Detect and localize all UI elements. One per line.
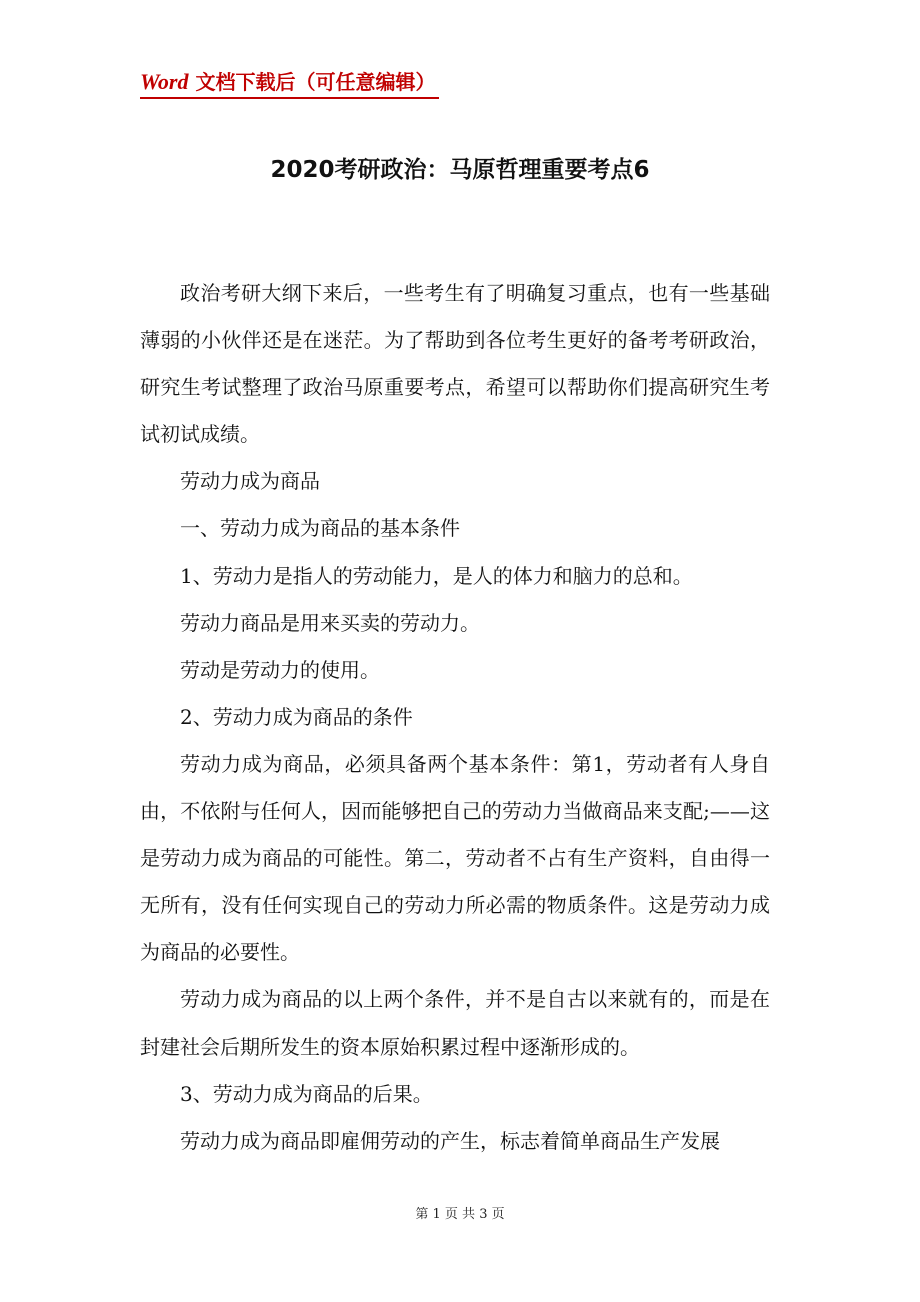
download-banner: [140, 68, 435, 96]
paragraph: 劳动力成为商品，必须具备两个基本条件：第1，劳动者有人身自由，不依附与任何人，因而能够把自己的劳动力当做商品来支配;——这是劳动力成为商品的可能性。第二，劳动者不占有生产资料，自由得一无所有，没有任何实现自己的劳动力所必需的物质条件。这是劳动力成为商品的必要性。: [140, 751, 770, 965]
paragraph: 劳动力成为商品的以上两个条件，并不是自古以来就有的，而是在封建社会后期所发生的资本原始积累过程中逐渐形成的。: [140, 987, 770, 1059]
banner-label: 文档下载后（可任意编辑）: [188, 70, 436, 94]
paragraph: 政治考研大纲下来后，一些考生有了明确复习重点，也有一些基础薄弱的小伙伴还是在迷茫。为了帮助到各位考生更好的备考考研政治，研究生考试整理了政治马原重要考点，希望可以帮助你们提高研究生考试初试成绩。: [140, 281, 770, 447]
paragraph: 劳动力成为商品: [180, 469, 320, 494]
banner-underline: [140, 97, 439, 99]
paragraph: 2、劳动力成为商品的条件: [180, 704, 413, 729]
banner-brand: Word: [140, 69, 189, 94]
paragraph: 3、劳动力成为商品的后果。: [180, 1081, 433, 1106]
document-body: [140, 270, 770, 1165]
paragraph: 一、劳动力成为商品的基本条件: [180, 516, 460, 541]
paragraph: 劳动力商品是用来买卖的劳动力。: [180, 610, 480, 635]
document-title: 2020考研政治：马原哲理重要考点6: [270, 157, 650, 183]
paragraph: 劳动是劳动力的使用。: [180, 657, 380, 682]
page-number: 第 1 页 共 3 页: [415, 1207, 505, 1222]
paragraph: 1、劳动力是指人的劳动能力，是人的体力和脑力的总和。: [180, 563, 693, 588]
paragraph: 劳动力成为商品即雇佣劳动的产生，标志着简单商品生产发展: [180, 1128, 720, 1153]
